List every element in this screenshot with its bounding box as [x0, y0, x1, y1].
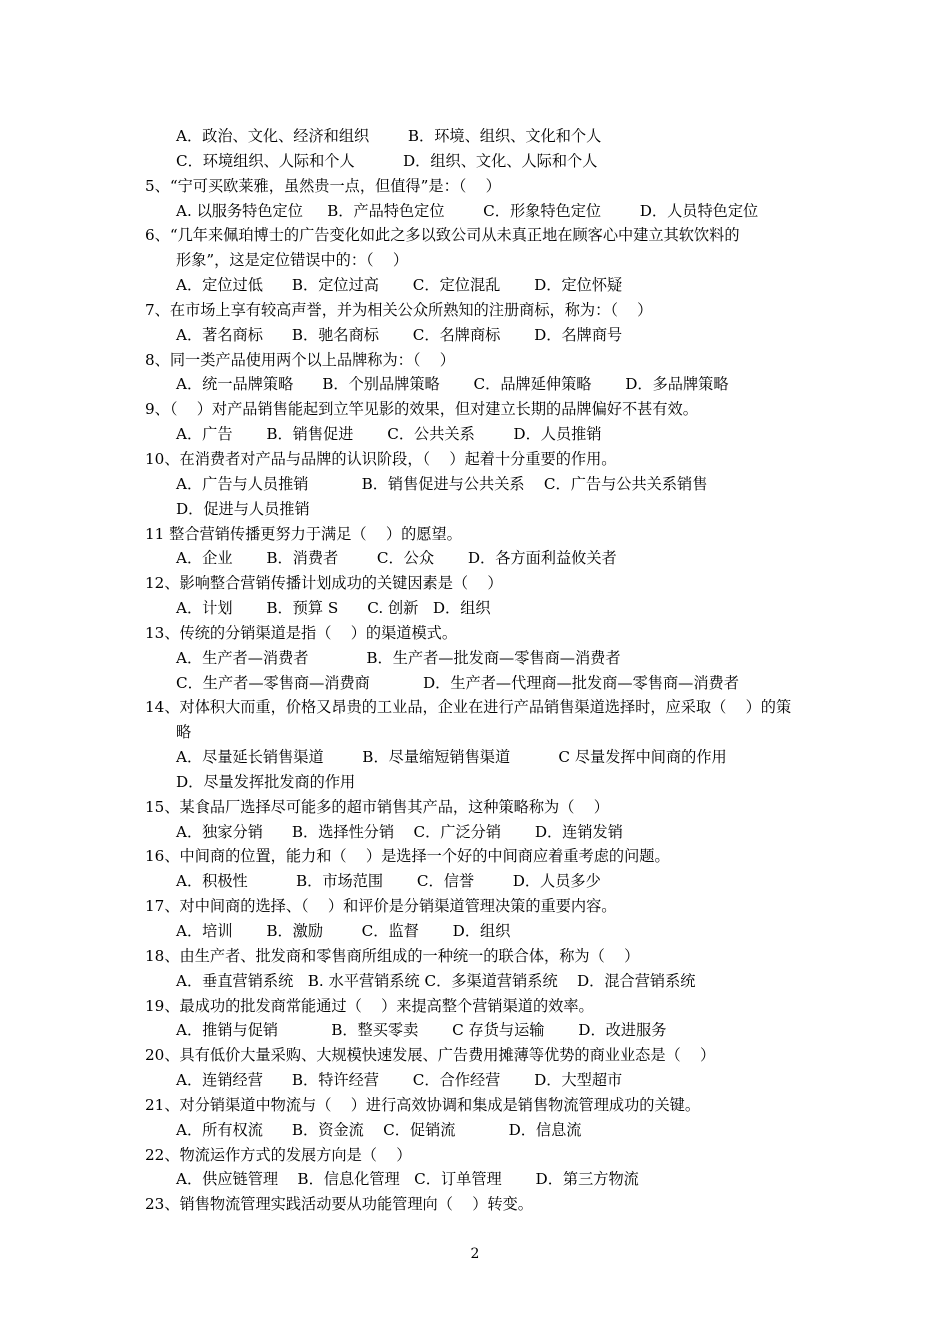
answer-options: C．生产者—零售商—消费商 D．生产者—代理商—批发商—零售商—消费者	[176, 673, 739, 692]
question-text: 15、某食品厂选择尽可能多的超市销售其产品，这种策略称为（ ）	[145, 797, 609, 816]
question-text: 5、“宁可买欧莱雅，虽然贵一点，但值得”是：（ ）	[145, 176, 501, 195]
answer-options: A．所有权流 B．资金流 C．促销流 D．信息流	[176, 1120, 582, 1139]
question-continuation: 略	[176, 723, 192, 742]
answer-options: A．供应链管理 B．信息化管理 C．订单管理 D．第三方物流	[176, 1170, 639, 1189]
answer-options: A．定位过低 B．定位过高 C．定位混乱 D．定位怀疑	[176, 276, 623, 295]
answer-options: A．政治、文化、经济和组织 B．环境、组织、文化和个人	[176, 127, 602, 145]
answer-options: A. 以服务特色定位 B．产品特色定位 C．形象特色定位 D．人员特色定位	[176, 201, 759, 220]
answer-options: A．著名商标 B．驰名商标 C．名牌商标 D．名牌商号	[176, 325, 623, 344]
answer-options: A．尽量延长销售渠道 B．尽量缩短销售渠道 C 尽量发挥中间商的作用	[176, 748, 727, 767]
question-text: 22、物流运作方式的发展方向是（ ）	[145, 1145, 412, 1164]
answer-options: C．环境组织、人际和个人 D．组织、文化、人际和个人	[176, 151, 598, 170]
question-text: 21、对分销渠道中物流与（ ）进行高效协调和集成是销售物流管理成功的关键。	[145, 1095, 701, 1114]
question-text: 7、在市场上享有较高声誉，并为相关公众所熟知的注册商标，称为：（ ）	[145, 300, 653, 319]
answer-options: A．企业 B．消费者 C．公众 D．各方面利益攸关者	[176, 549, 617, 568]
question-text: 20、具有低价大量采购、大规模快速发展、广告费用摊薄等优势的商业业态是（ ）	[145, 1046, 716, 1065]
answer-options: A．计划 B．预算 S C. 创新 D．组织	[176, 599, 491, 618]
question-list	[145, 124, 825, 1217]
question-text: 18、由生产者、批发商和零售商所组成的一种统一的联合体，称为（ ）	[145, 946, 640, 965]
answer-options: A．积极性 B．市场范围 C．信誉 D．人员多少	[176, 872, 601, 891]
answer-options: A．广告 B．销售促进 C．公共关系 D．人员推销	[176, 425, 602, 444]
answer-options: A．独家分销 B．选择性分销 C．广泛分销 D．连销发销	[176, 822, 623, 841]
answer-options: D．促进与人员推销	[176, 499, 310, 518]
question-text: 19、最成功的批发商常能通过（ ）来提高整个营销渠道的效率。	[145, 996, 594, 1015]
question-text: 8、同一类产品使用两个以上品牌称为：（ ）	[145, 350, 455, 369]
question-text: 14、对体积大而重，价格又昂贵的工业品，企业在进行产品销售渠道选择时，应采取（ ）的策	[145, 698, 792, 717]
question-text: 12、影响整合营销传播计划成功的关键因素是（ ）	[145, 574, 503, 593]
question-text: 17、对中间商的选择、（ ）和评价是分销渠道管理决策的重要内容。	[145, 897, 617, 916]
answer-options: A．统一品牌策略 B．个别品牌策略 C．品牌延伸策略 D．多品牌策略	[176, 375, 729, 394]
question-text: 11 整合营销传播更努力于满足（ ）的愿望。	[145, 524, 462, 543]
answer-options: D．尽量发挥批发商的作用	[176, 772, 356, 791]
question-text: 6、“几年来佩珀博士的广告变化如此之多以致公司从未真正地在顾客心中建立其软饮料的	[145, 226, 740, 245]
answer-options: A．生产者—消费者 B．生产者—批发商—零售商—消费者	[176, 648, 621, 667]
question-text: 9、（ ）对产品销售能起到立竿见影的效果，但对建立长期的品牌偏好不甚有效。	[145, 400, 698, 419]
question-text: 10、在消费者对产品与品牌的认识阶段，（ ）起着十分重要的作用。	[145, 449, 617, 468]
answer-options: A．垂直营销系统 B. 水平营销系统 C．多渠道营销系统 D．混合营销系统	[176, 971, 696, 990]
question-text: 16、中间商的位置，能力和（ ）是选择一个好的中间商应着重考虑的问题。	[145, 847, 670, 866]
question-text: 23、销售物流管理实践活动要从功能管理向（ ）转变。	[145, 1195, 533, 1214]
answer-options: A．推销与促销 B．整买零卖 C 存货与运输 D．改进服务	[176, 1021, 667, 1040]
page-number: 2	[470, 1246, 480, 1262]
answer-options: A．连销经营 B．特许经营 C．合作经营 D．大型超市	[176, 1071, 623, 1090]
question-continuation: 形象”，这是定位错误中的：（ ）	[176, 251, 409, 270]
answer-options: A．培训 B．激励 C．监督 D．组织	[176, 922, 511, 940]
question-text: 13、传统的分销渠道是指（ ）的渠道模式。	[145, 623, 458, 642]
answer-options: A．广告与人员推销 B．销售促进与公共关系 C．广告与公共关系销售	[176, 474, 708, 493]
